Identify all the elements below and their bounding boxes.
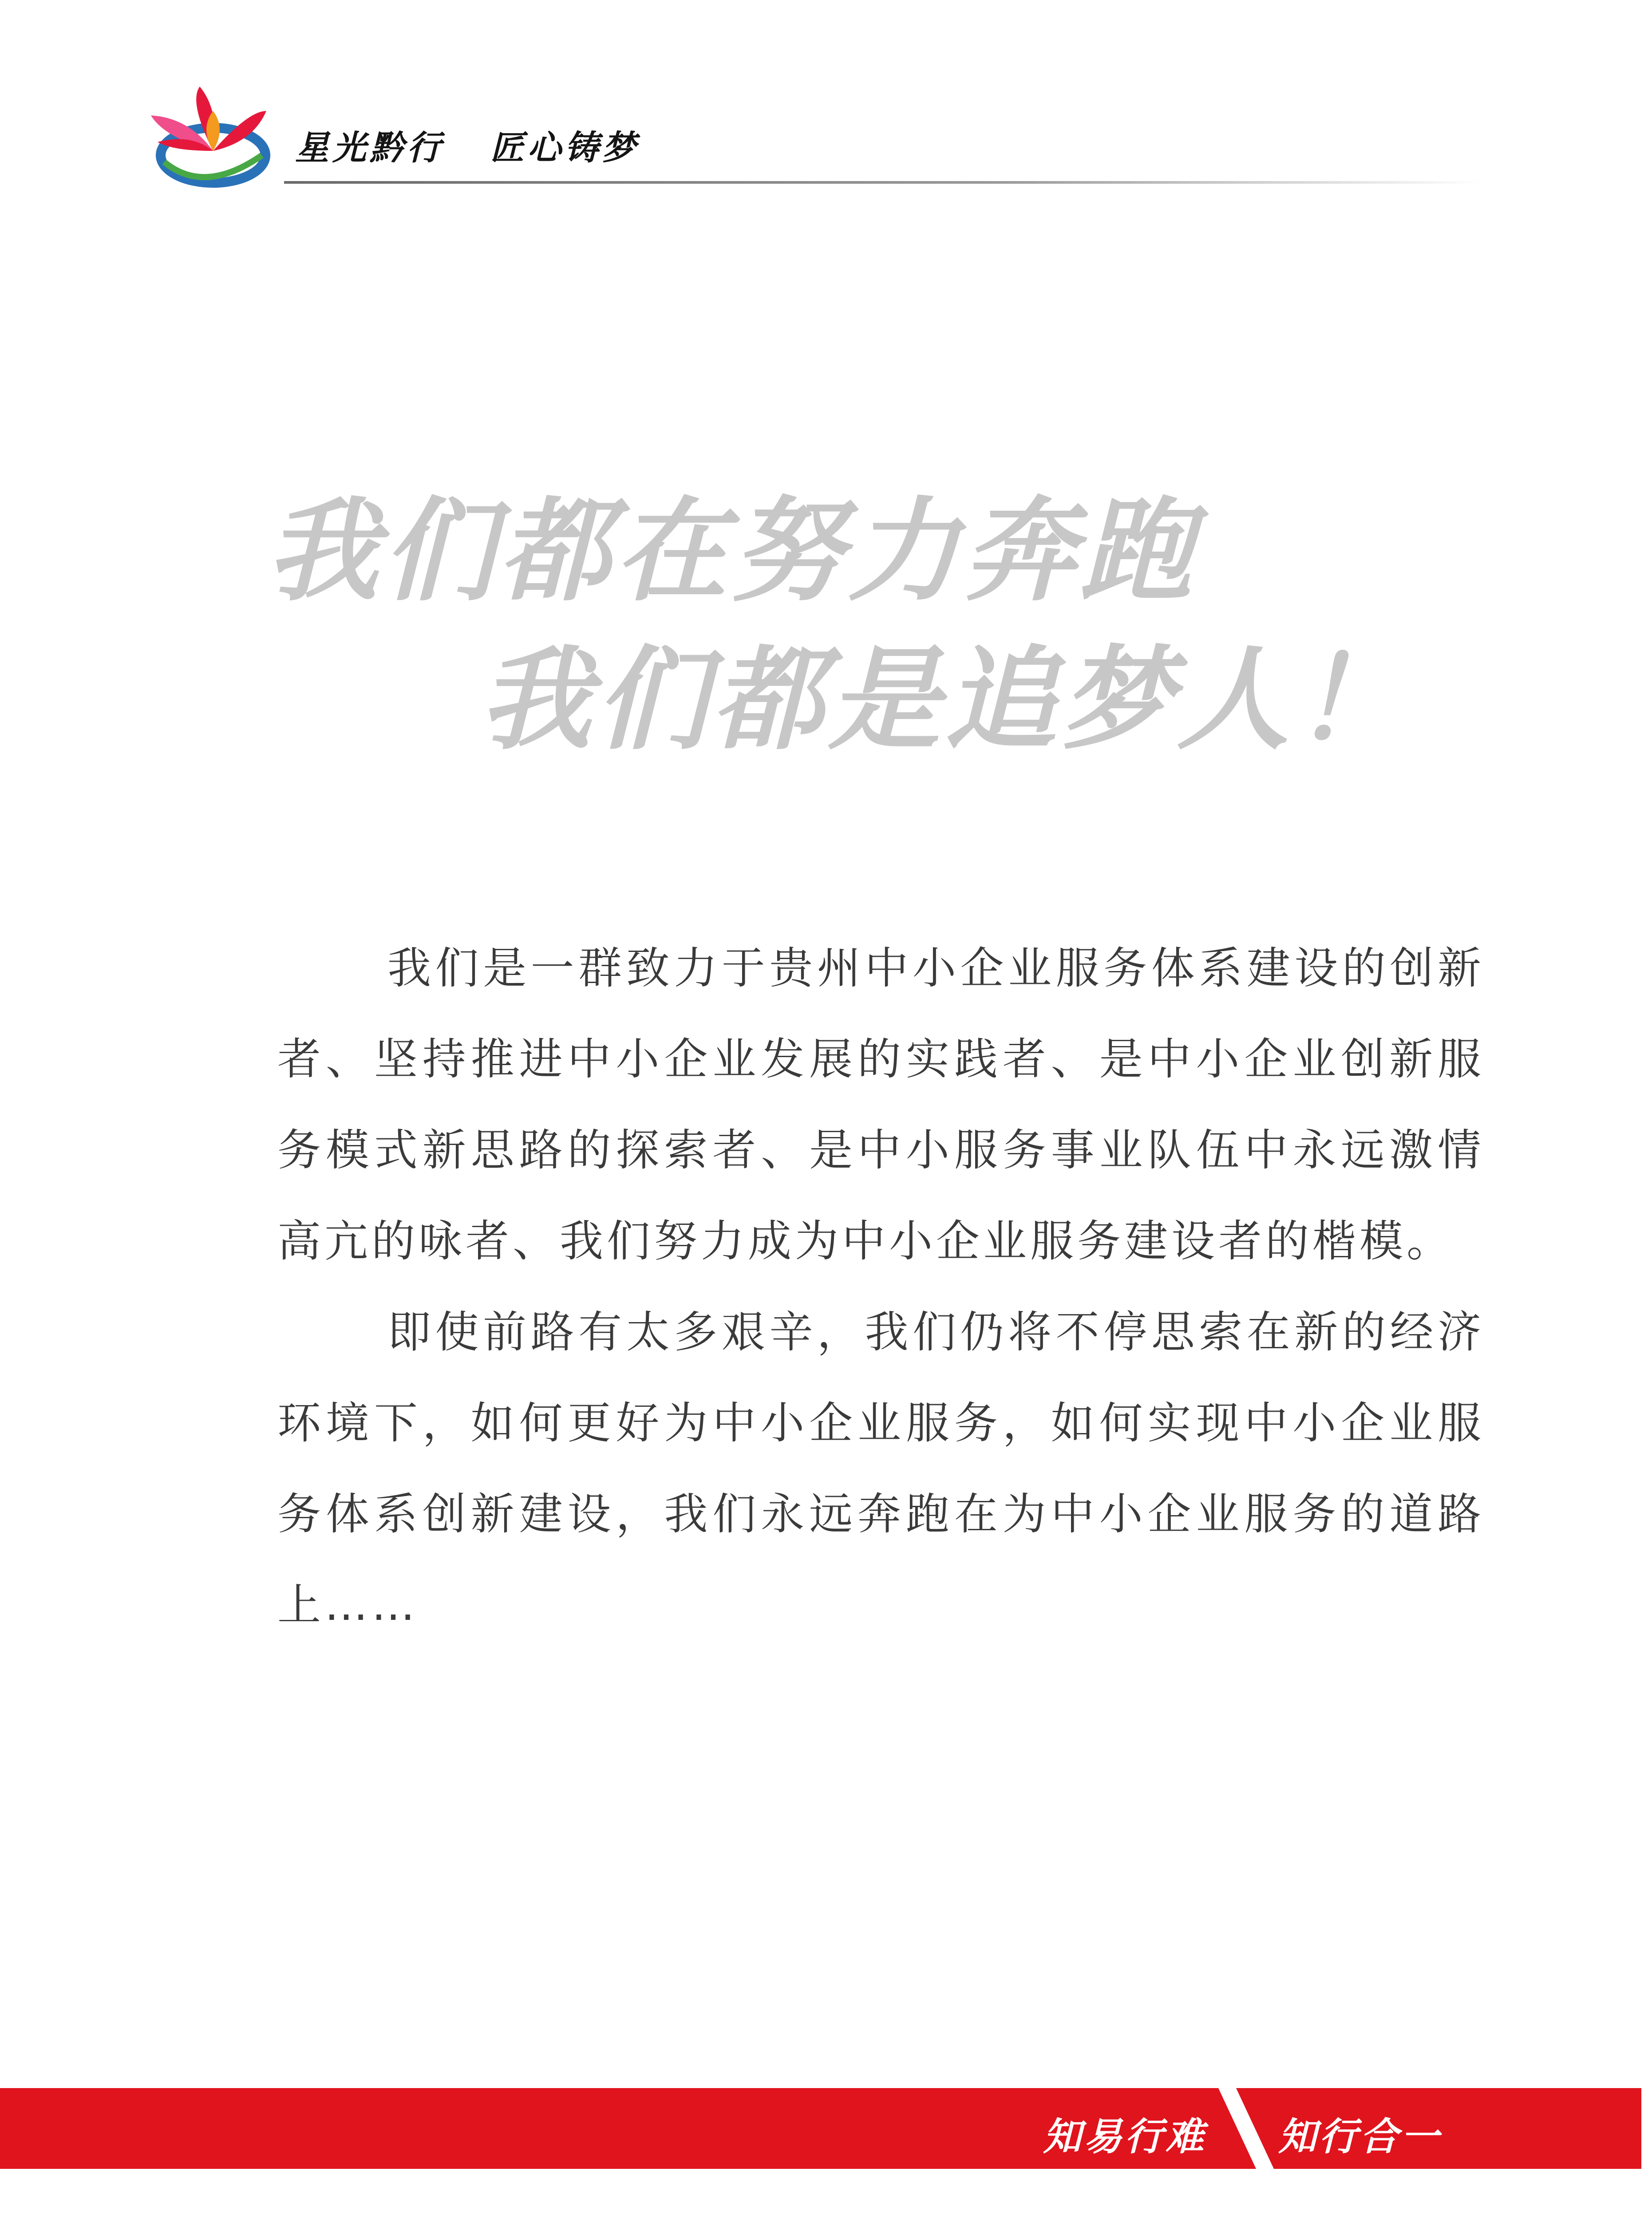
headline-line-1: 我们都在努力奔跑 — [266, 485, 1197, 616]
footer-slogan-left: 知易行难 — [1043, 2114, 1206, 2159]
body-paragraph-1: 我们是一群致力于贵州中小企业服务体系建设的创新者、坚持推进中小企业发展的实践者、是中小企业创新服务模式新思路的探索者、是中小服务事业队伍中永远激情高亢的咏者、我们努力成为中小企业服务建设者的楷模。 — [277, 943, 1485, 1267]
header-divider — [284, 181, 1482, 184]
header-tagline: 星光黔行 匠心铸梦 — [295, 128, 640, 167]
body-text — [277, 923, 1485, 1651]
footer-slogan-right: 知行合一 — [1278, 2114, 1442, 2159]
headline-line-2: 我们都是追梦人！ — [479, 634, 1410, 765]
flower-logo-icon — [146, 84, 275, 191]
body-paragraph-2: 即使前路有太多艰辛，我们仍将不停思索在新的经济环境下，如何更好为中小企业服务，如何实现中小企业服务体系创新建设，我们永远奔跑在为中小企业服务的道路上…… — [277, 1307, 1485, 1631]
